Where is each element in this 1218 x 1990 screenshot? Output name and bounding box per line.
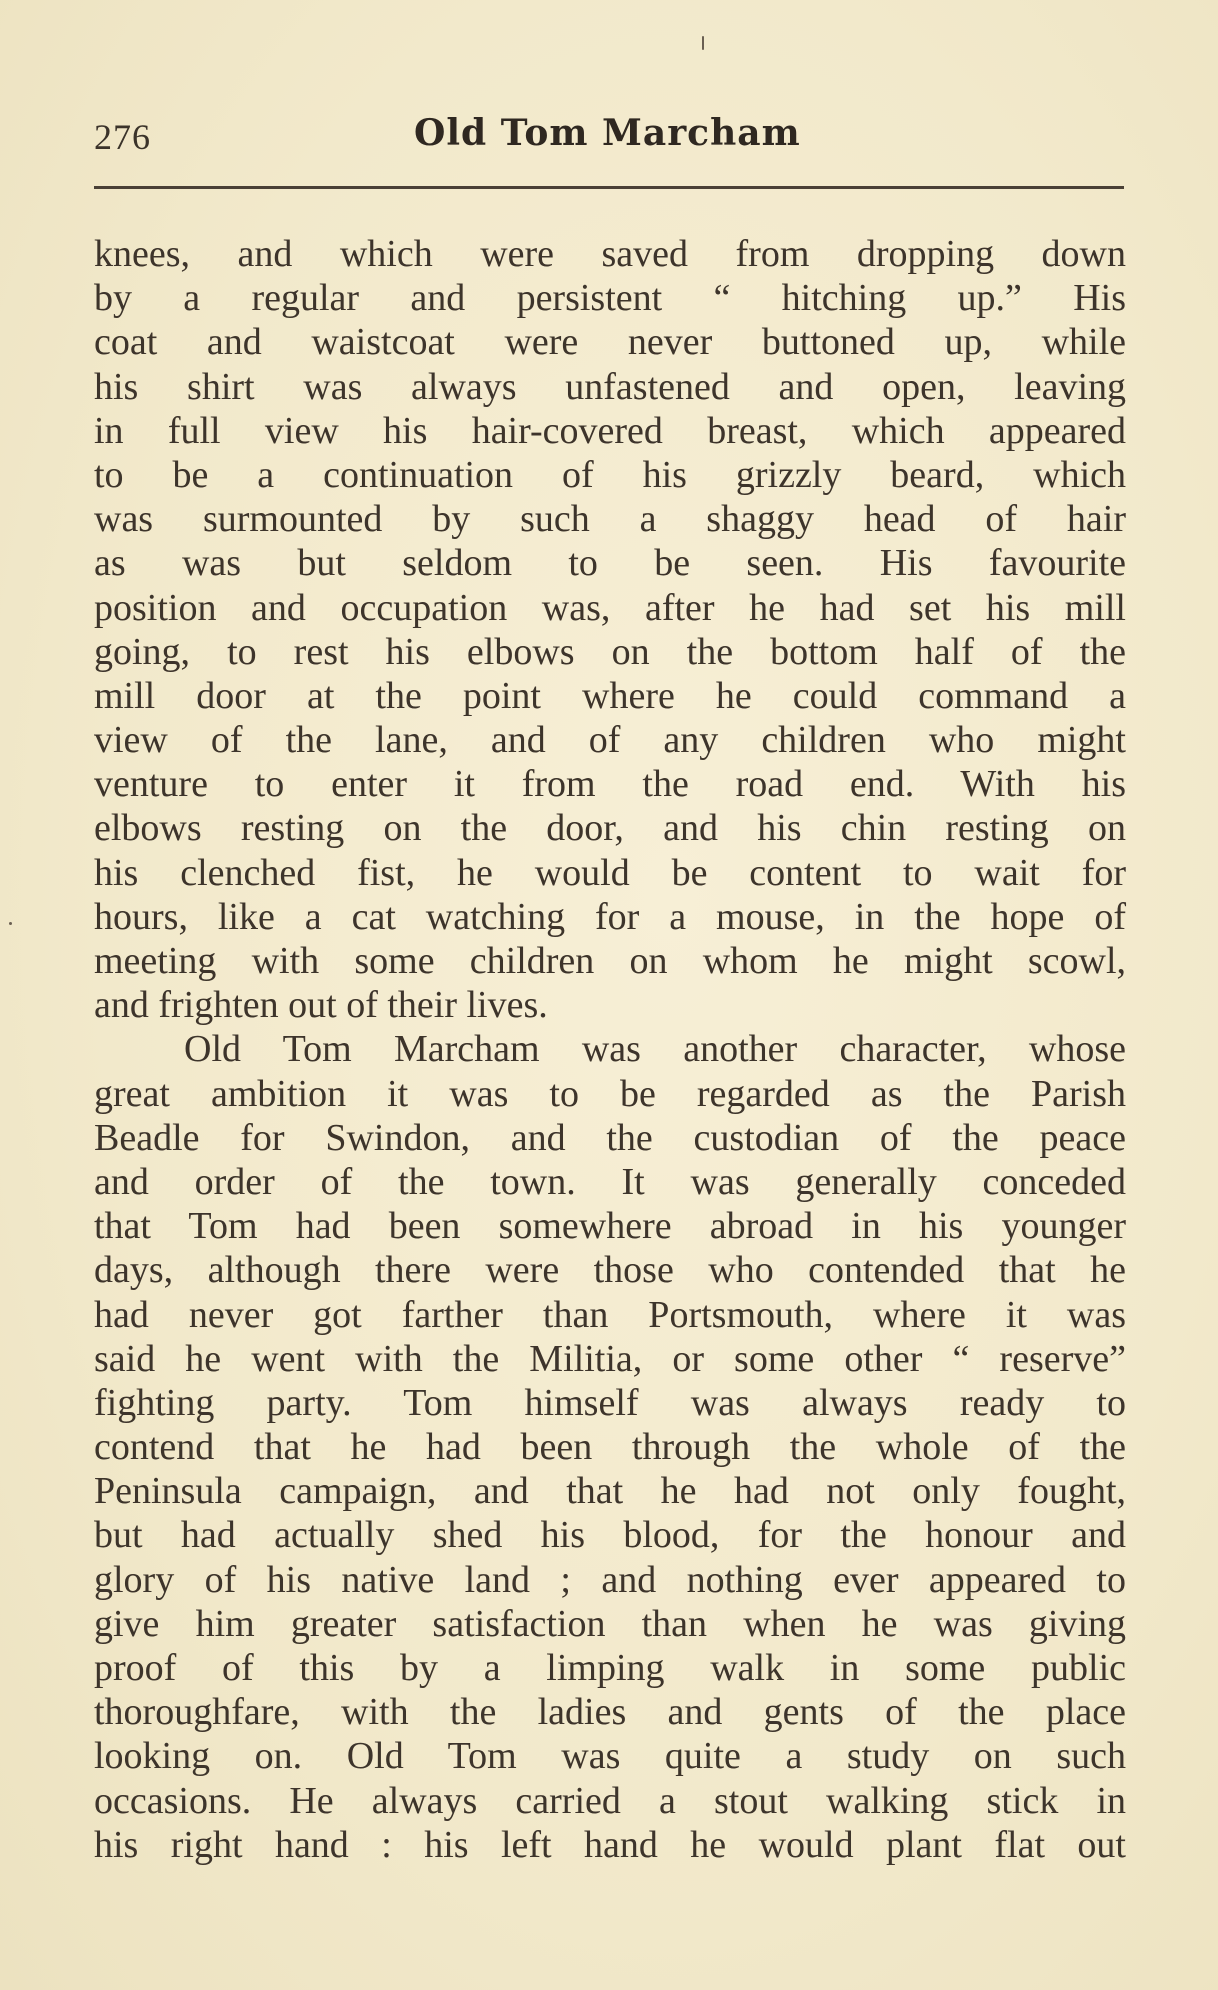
ink-speck-mark — [702, 36, 704, 50]
text-line: meeting with some children on whom he might scowl, — [94, 940, 1126, 982]
text-line: fighting party. Tom himself was always ready to — [94, 1381, 1126, 1424]
text-line: thoroughfare, with the ladies and gents of the place — [94, 1691, 1126, 1734]
text-line: Peninsula campaign, and that he had not only fought, — [94, 1470, 1126, 1513]
text-line: had never got farther than Portsmouth, where it was — [94, 1293, 1126, 1336]
text-line-paragraph-start: Old Tom Marcham was another character, whose — [184, 1028, 1126, 1071]
text-line: said he went with the Militia, or some other “ reserve” — [94, 1337, 1126, 1380]
text-line: to be a continuation of his grizzly beard, which — [94, 453, 1126, 496]
text-line: but had actually shed his blood, for the honour and — [94, 1514, 1126, 1557]
running-head — [94, 112, 1124, 168]
ink-speck-mark — [9, 922, 12, 925]
text-line: coat and waistcoat were never buttoned up, while — [94, 321, 1126, 364]
text-line: occasions. He always carried a stout walking stick in — [94, 1779, 1126, 1822]
text-line: his shirt was always unfastened and open, leaving — [94, 365, 1126, 408]
text-line: view of the lane, and of any children who might — [94, 719, 1126, 762]
text-line: give him greater satisfaction than when he was giving — [94, 1602, 1126, 1645]
text-line: glory of his native land ; and nothing ever appeared to — [94, 1558, 1126, 1601]
text-line: by a regular and persistent “ hitching up.” His — [94, 277, 1126, 320]
text-line: as was but seldom to be seen. His favourite — [94, 542, 1126, 585]
text-line: Beadle for Swindon, and the custodian of the peace — [94, 1116, 1126, 1159]
text-line: going, to rest his elbows on the bottom half of the — [94, 630, 1126, 673]
text-line: his right hand : his left hand he would plant flat out — [94, 1823, 1126, 1866]
text-line: days, although there were those who contended that he — [94, 1249, 1126, 1292]
text-line: hours, like a cat watching for a mouse, in the hope of — [94, 895, 1126, 938]
text-line: venture to enter it from the road end. With his — [94, 763, 1126, 806]
text-line: his clenched fist, he would be content to wait for — [94, 851, 1126, 894]
text-line: position and occupation was, after he had set his mill — [94, 586, 1126, 629]
text-line: that Tom had been somewhere abroad in his younger — [94, 1205, 1126, 1248]
text-line: great ambition it was to be regarded as the Parish — [94, 1072, 1126, 1115]
text-line: elbows resting on the door, and his chin resting on — [94, 807, 1126, 850]
running-title: Old Tom Marcham — [414, 112, 801, 154]
text-line: contend that he had been through the whole of the — [94, 1426, 1126, 1469]
text-line-paragraph-end: and frighten out of their lives. — [94, 984, 548, 1027]
text-line: and order of the town. It was generally conceded — [94, 1160, 1126, 1203]
text-line: proof of this by a limping walk in some public — [94, 1647, 1126, 1689]
text-line: mill door at the point where he could command a — [94, 674, 1126, 717]
text-line: in full view his hair-covered breast, which appeared — [94, 409, 1126, 452]
text-line: looking on. Old Tom was quite a study on such — [94, 1735, 1126, 1778]
text-line: was surmounted by such a shaggy head of hair — [94, 498, 1126, 541]
text-line: knees, and which were saved from dropping down — [94, 233, 1126, 275]
body-text — [94, 232, 1126, 1867]
page-number: 276 — [94, 117, 151, 157]
header-rule-divider — [94, 186, 1124, 189]
